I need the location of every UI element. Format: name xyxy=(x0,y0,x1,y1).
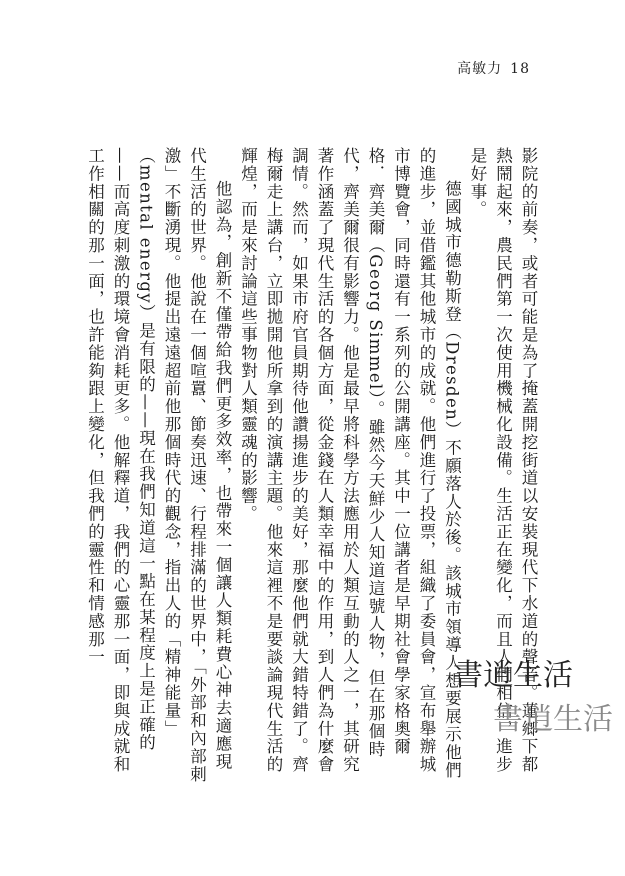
watermark-line-1: 書逍生活 xyxy=(453,658,573,693)
paragraph-3: 他認為，創新不僅帶給我們更多效率，也帶來一個讓人類耗費心神去適應現代生活的世界。他說在一個喧囂、節奏迅速、行程排滿的世界中，「外部和內部刺激」不斷湧現。他提出遠遠超前他那個時代的觀念，指出人的「精神能量」（mental energy）是有限的——現在我們知道這一點在某程度上是正確的——而高度刺激的環境會消耗更多。他解釋道，我們的心靈那一面，即與成就和工作相關的那一面，也許能夠跟上變化，但我們的靈性和情感那一 xyxy=(85,147,232,784)
header-title: 高敏力 xyxy=(457,61,503,77)
paragraph-2: 德國城市德勒斯登（Dresden）不願落人於後。該城市領導人想要展示他們的進步，並借鑑其他城市的成就。他們進行了投票，組織了委員會，宣布舉辦城市博覽會，同時還有一系列的公開講座。其中一位講者是早期社會學家格奧爾格．齊美爾（Georg Simmel）。雖然今天鮮少人知道這號人物，但在那個時代，齊美爾很有影響力。他是最早將科學方法應用於人類互動的人之一，其研究著作涵蓋了現代生活的各個方面，從金錢在人類幸福中的作用，到人們為什麼會調情。然而，如果市府官員期待他讚揚進步的美好，那麼他們就大錯特錯了。齊梅爾走上講台，立即拋開他所拿到的演講主題。他來這裡不是要談論現代生活的輝煌，而是來討論這些事物對人類靈魂的影響。 xyxy=(238,147,462,780)
paragraph-1: 影院的前奏，或者可能是為了掩蓋開挖街道以安裝現代下水道的聲音。蓮鄉下都熱鬧起來，農民們第一次使用機械化設備。生活正在變化，而且人們相信，進步是好事。 xyxy=(468,147,538,774)
running-header xyxy=(457,58,530,78)
watermark-line-2: 書逍生活 xyxy=(493,702,613,737)
page-number: 18 xyxy=(510,61,530,77)
